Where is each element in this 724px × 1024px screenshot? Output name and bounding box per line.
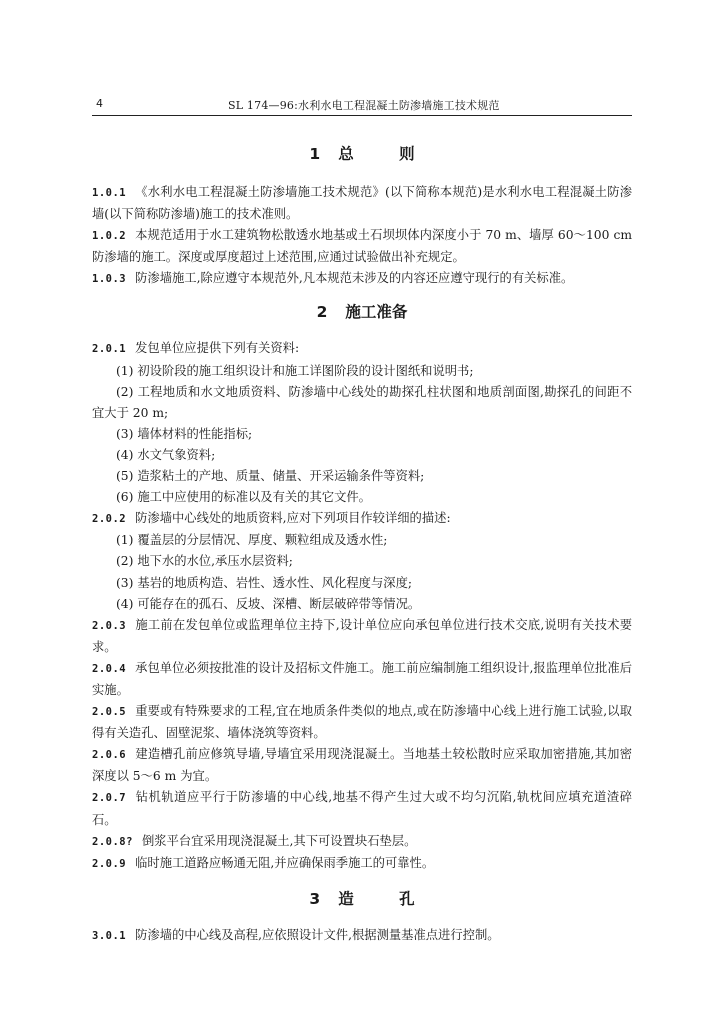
clause (92, 268, 632, 290)
clause-text: 钻机轨道应平行于防渗墙的中心线,地基不得产生过大或不均匀沉陷,轨枕间应填充道渣碎石。 (92, 790, 632, 827)
chapter-title: 总 则 (338, 145, 435, 163)
page-number: 4 (96, 97, 103, 110)
list-item: (1) 初设阶段的施工组织设计和施工详图阶段的设计图纸和说明书; (116, 363, 474, 378)
clause-text: 防渗墙的中心线及高程,应依照设计文件,根据测量基准点进行控制。 (135, 927, 500, 942)
list-item: (3) 基岩的地质构造、岩性、透水性、风化程度与深度; (116, 575, 413, 590)
clause-text: 建造槽孔前应修筑导墙,导墙宜采用现浇混凝土。当地基土较松散时应采取加密措施,其加密深度以 5～6 m 为宜。 (92, 747, 632, 784)
chapter-title: 造 孔 (338, 889, 435, 908)
list-item: (3) 墙体材料的性能指标; (116, 426, 253, 441)
clause-text: 发包单位应提供下列有关资料: (135, 341, 300, 356)
clause (92, 744, 632, 787)
clause-text: 临时施工道路应畅通无阻,并应确保雨季施工的可靠性。 (135, 855, 435, 870)
list-item: (4) 水文气象资料; (116, 447, 216, 462)
clause (92, 225, 632, 268)
clause (92, 787, 632, 830)
clause-text: 倒浆平台宜采用现浇混凝土,其下可设置块石垫层。 (141, 833, 417, 848)
clause-number: 2.0.8? (92, 835, 133, 848)
clause (92, 925, 632, 947)
clause-number: 3.0.1 (92, 929, 127, 942)
clause-text: 重要或有特殊要求的工程,宜在地质条件类似的地点,或在防渗墙中心线上进行施工试验,以取得有关造孔、固壁泥浆、墙体浇筑等资料。 (92, 704, 632, 741)
clause (92, 615, 632, 658)
list-item: (6) 施工中应使用的标准以及有关的其它文件。 (116, 490, 371, 505)
header-title: SL 174—96:水利水电工程混凝土防渗墙施工技术规范 (228, 99, 500, 112)
clause-number: 2.0.7 (92, 792, 127, 805)
clause-number: 2.0.5 (92, 706, 127, 719)
clause-number: 1.0.1 (92, 187, 127, 199)
list-item: (4) 可能存在的孤石、反坡、深槽、断层破碎带等情况。 (116, 596, 421, 611)
chapter-heading (92, 887, 632, 911)
clause-text: 本规范适用于水工建筑物松散透水地基或土石坝坝体内深度小于 70 m、墙厚 60～100 cm 防渗墙的施工。深度或厚度超过上述范围,应通过试验做出补充规定。 (92, 228, 632, 265)
document-body (92, 136, 632, 947)
chapter-number: 3 (309, 889, 321, 908)
clause (92, 182, 632, 225)
clause-number: 2.0.4 (92, 662, 127, 675)
clause-number: 2.0.3 (92, 619, 127, 632)
list-item: (5) 造浆粘土的产地、质量、储量、开采运输条件等资料; (116, 469, 425, 484)
list-item: (1) 覆盖层的分层情况、厚度、颗粒组成及透水性; (116, 533, 388, 548)
clause-text: 施工前在发包单位或监理单位主持下,设计单位应向承包单位进行技术交底,说明有关技术要求。 (92, 617, 632, 654)
chapter-heading (92, 300, 632, 324)
chapter-heading (92, 142, 632, 166)
clause-number: 2.0.6 (92, 749, 127, 762)
clause-number: 1.0.2 (92, 230, 127, 243)
clause-text: 承包单位必须按批准的设计及招标文件施工。施工前应编制施工组织设计,报监理单位批准后实施。 (92, 660, 632, 697)
clause-number: 2.0.9 (92, 857, 127, 870)
running-header (92, 93, 632, 116)
chapter-number: 2 (316, 303, 328, 322)
list-item: (2) 工程地质和水文地质资料、防渗墙中心线处的勘探孔柱状图和地质剖面图,勘探孔的间距不宜大于 20 m; (92, 384, 632, 420)
clause-number: 2.0.2 (92, 513, 127, 526)
clause-text: 防渗墙中心线处的地质资料,应对下列项目作较详细的描述: (135, 511, 451, 526)
clause (92, 701, 632, 744)
chapter-number: 1 (309, 145, 321, 163)
clause-number: 2.0.1 (92, 343, 127, 356)
clause (92, 508, 632, 530)
clause (92, 338, 632, 360)
chapter-title: 施工准备 (345, 303, 408, 322)
clause (92, 658, 632, 701)
clause-text: 防渗墙施工,除应遵守本规范外,凡本规范未涉及的内容还应遵守现行的有关标准。 (135, 271, 574, 286)
clause-text: 《水利水电工程混凝土防渗墙施工技术规范》(以下简称本规范)是水利水电工程混凝土防渗墙(以下简称防渗墙)施工的技术准则。 (92, 185, 632, 222)
clause (92, 831, 632, 853)
clause (92, 853, 632, 875)
clause-number: 1.0.3 (92, 273, 127, 286)
list-item: (2) 地下水的水位,承压水层资料; (116, 554, 293, 569)
